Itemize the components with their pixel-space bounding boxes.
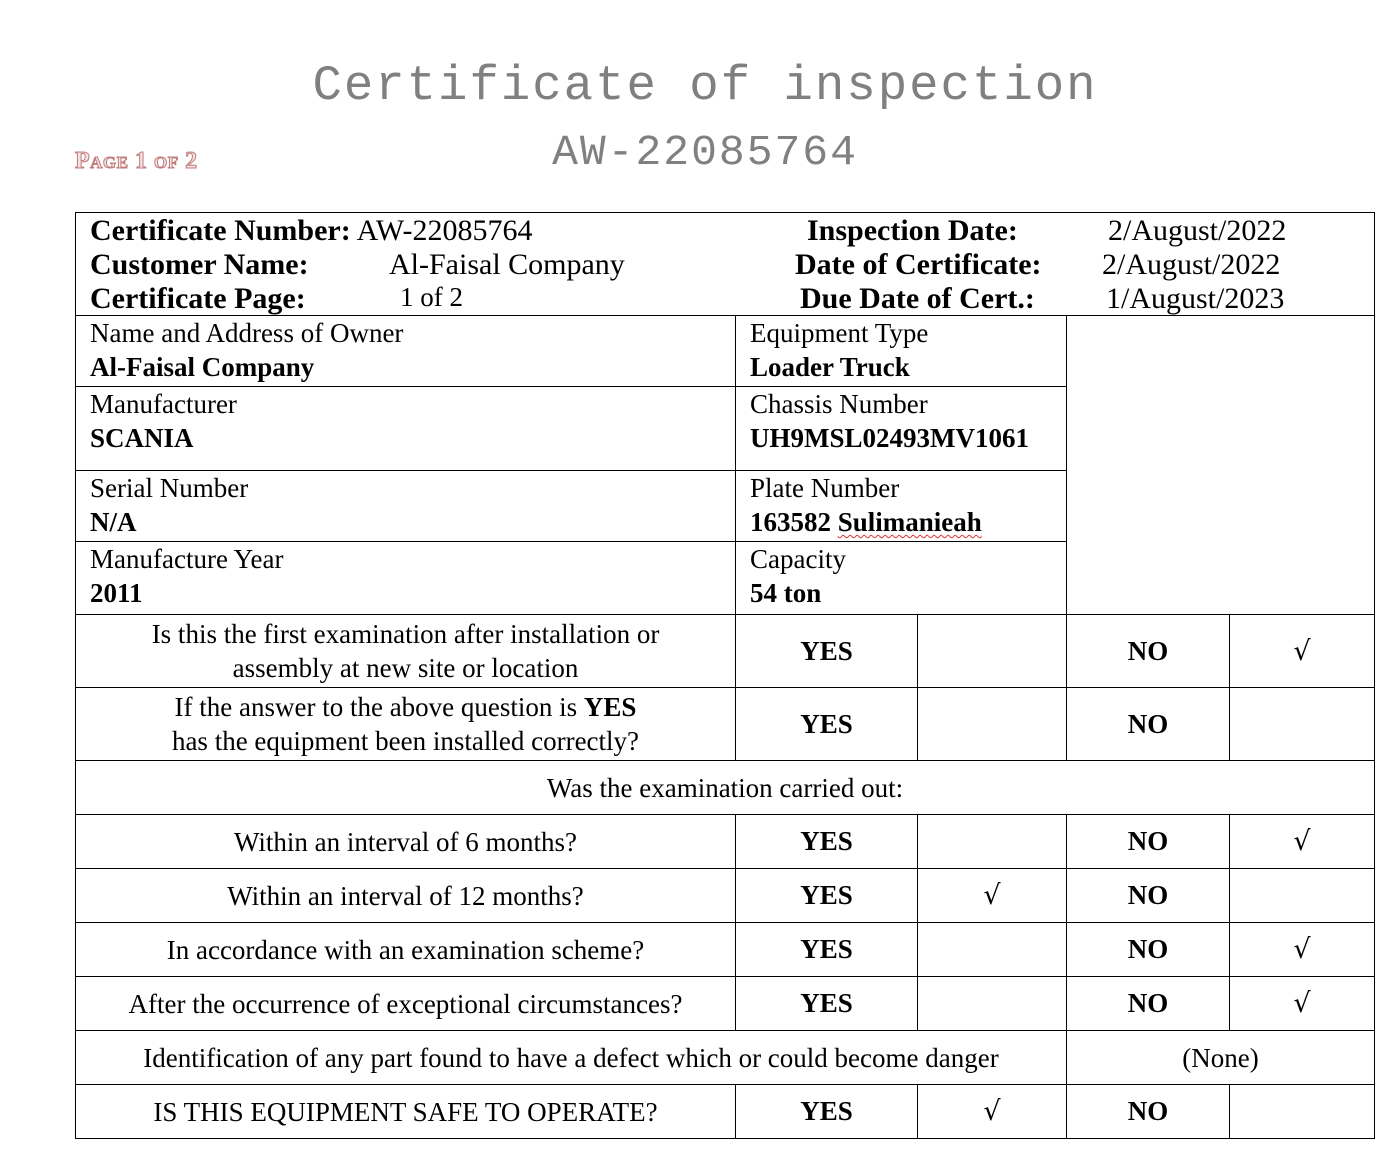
yes-label: YES — [736, 869, 918, 923]
no-label: NO — [1067, 869, 1230, 923]
cert-page-label: Certificate Page: — [90, 282, 306, 315]
owner-value: Al-Faisal Company — [90, 352, 315, 382]
manufacturer-cell — [76, 387, 736, 471]
cert-date-label: Date of Certificate: — [795, 248, 1042, 281]
question-safe: IS THIS EQUIPMENT SAFE TO OPERATE? — [76, 1085, 736, 1139]
cert-date-value: 2/August/2022 — [1102, 248, 1281, 281]
equipment-type-value: Loader Truck — [750, 352, 910, 382]
checkmark — [918, 815, 1067, 869]
cert-number-label: Certificate Number: — [90, 214, 351, 247]
question-installed — [76, 688, 736, 761]
no-label: NO — [1067, 688, 1230, 761]
cert-page-value: 1 of 2 — [400, 282, 463, 312]
page-indicator: Page 1 of 2 — [75, 148, 198, 174]
checkmark — [918, 977, 1067, 1031]
equipment-type-label: Equipment Type — [750, 318, 929, 348]
checkmark: √ — [1230, 615, 1375, 688]
question-installed-line1: If the answer to the above question is — [174, 692, 584, 722]
checkmark — [918, 688, 1067, 761]
question-first-exam-line1: Is this the first examination after installation or — [151, 619, 660, 649]
customer-value: Al-Faisal Company — [389, 248, 625, 281]
plate-cell — [736, 471, 1067, 542]
serial-value: N/A — [90, 507, 137, 537]
chassis-label: Chassis Number — [750, 389, 928, 419]
question-exceptional: After the occurrence of exceptional circumstances? — [76, 977, 736, 1031]
capacity-label: Capacity — [750, 544, 846, 574]
question-installed-line2: has the equipment been installed correctly? — [171, 726, 640, 756]
yes-label: YES — [736, 615, 918, 688]
serial-cell — [76, 471, 736, 542]
due-date-label: Due Date of Cert.: — [800, 282, 1035, 315]
checkmark — [918, 923, 1067, 977]
plate-number: 163582 — [750, 507, 831, 537]
question-defect: Identification of any part found to have a defect which or could become danger — [76, 1031, 1067, 1085]
certificate-table — [75, 212, 1375, 1139]
inspection-date-value: 2/August/2022 — [1108, 214, 1287, 247]
yes-label: YES — [736, 1085, 918, 1139]
question-six-months: Within an interval of 6 months? — [76, 815, 736, 869]
year-cell — [76, 542, 736, 615]
chassis-value: UH9MSL02493MV1061 — [750, 423, 1029, 453]
question-first-exam-line2: assembly at new site or location — [232, 653, 579, 683]
checkmark — [918, 615, 1067, 688]
cert-number-value: AW-22085764 — [356, 214, 533, 247]
yes-label: YES — [736, 688, 918, 761]
checkmark: √ — [1230, 923, 1375, 977]
plate-label: Plate Number — [750, 473, 900, 503]
due-date-value: 1/August/2023 — [1106, 282, 1285, 315]
defect-answer: (None) — [1067, 1031, 1375, 1085]
yes-label: YES — [736, 815, 918, 869]
year-value: 2011 — [90, 578, 143, 608]
checkmark: √ — [1230, 977, 1375, 1031]
checkmark: √ — [1230, 815, 1375, 869]
question-first-exam — [76, 615, 736, 688]
blank-panel — [1067, 316, 1375, 615]
question-installed-emphasis: YES — [583, 692, 637, 722]
checkmark: √ — [918, 869, 1067, 923]
plate-city: Sulimanieah — [837, 507, 982, 537]
checkmark — [1230, 688, 1375, 761]
no-label: NO — [1067, 977, 1230, 1031]
no-label: NO — [1067, 1085, 1230, 1139]
section-carried-out: Was the examination carried out: — [76, 761, 1375, 815]
no-label: NO — [1067, 923, 1230, 977]
header-block — [76, 213, 1375, 316]
no-label: NO — [1067, 815, 1230, 869]
serial-label: Serial Number — [90, 473, 249, 503]
document-id: AW-22085764 — [552, 128, 858, 177]
capacity-cell — [736, 542, 1067, 615]
chassis-cell — [736, 387, 1067, 471]
document-title: Certificate of inspection — [312, 58, 1098, 114]
manufacturer-label: Manufacturer — [90, 389, 237, 419]
inspection-date-label: Inspection Date: — [807, 214, 1018, 247]
checkmark: √ — [918, 1085, 1067, 1139]
yes-label: YES — [736, 977, 918, 1031]
year-label: Manufacture Year — [90, 544, 284, 574]
owner-label: Name and Address of Owner — [90, 318, 404, 348]
manufacturer-value: SCANIA — [90, 423, 194, 453]
question-scheme: In accordance with an examination scheme? — [76, 923, 736, 977]
checkmark — [1230, 1085, 1375, 1139]
owner-cell — [76, 316, 736, 387]
capacity-value: 54 ton — [750, 578, 822, 608]
yes-label: YES — [736, 923, 918, 977]
checkmark — [1230, 869, 1375, 923]
equipment-type-cell — [736, 316, 1067, 387]
customer-label: Customer Name: — [90, 248, 309, 281]
question-twelve-months: Within an interval of 12 months? — [76, 869, 736, 923]
no-label: NO — [1067, 615, 1230, 688]
